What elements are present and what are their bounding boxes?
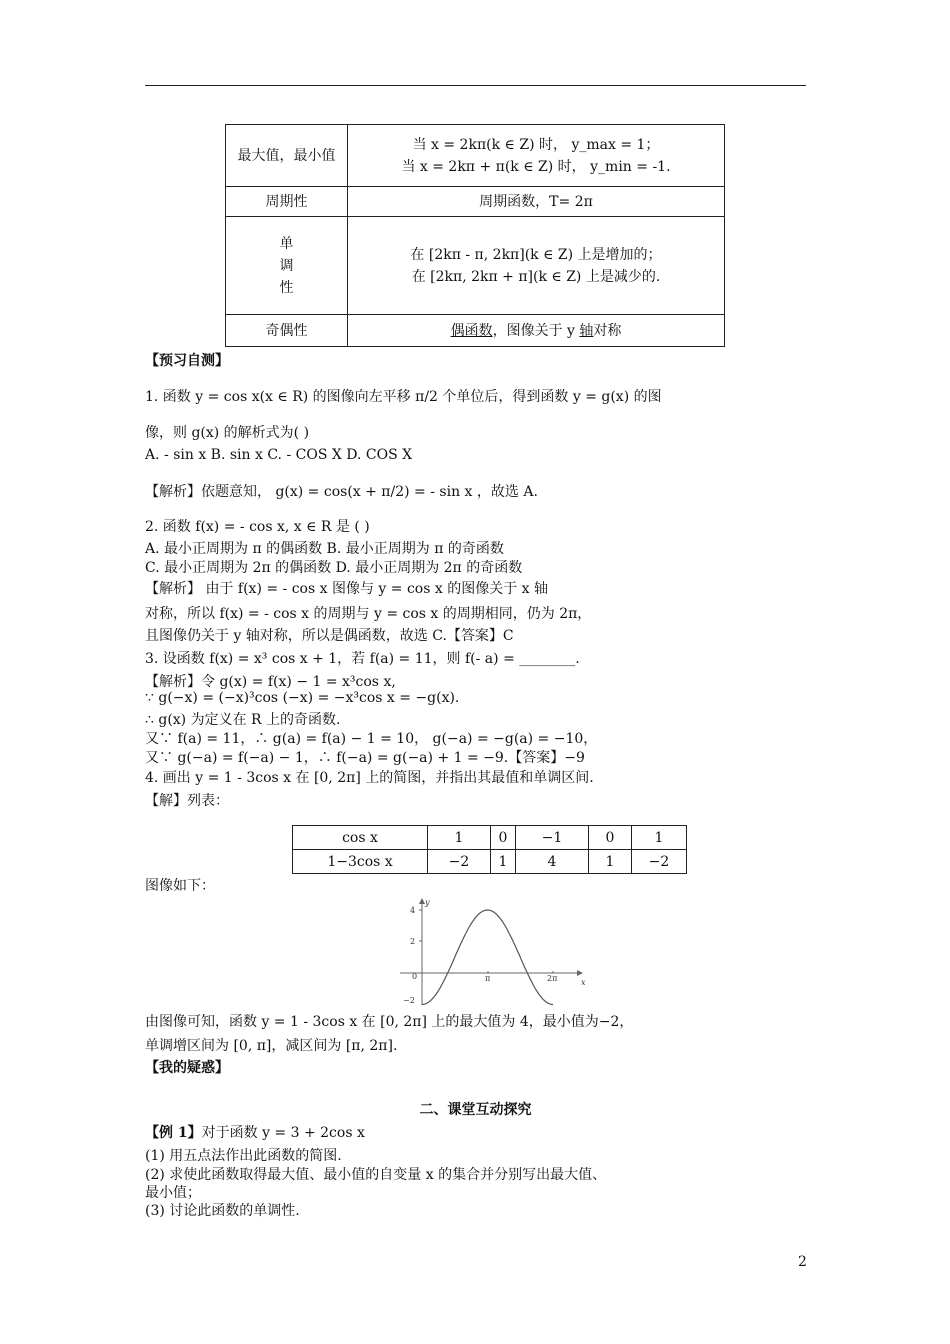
decreasing-line: 在 [2kπ, 2kπ + π](k ∈ Z) 上是减少的. <box>411 268 661 285</box>
table-cell: −1 <box>516 826 589 850</box>
graph-intro: 图像如下： <box>145 878 215 894</box>
table-cell: 1 <box>632 826 687 850</box>
q4-list-label: 【解】列表： <box>145 793 229 809</box>
page-number: 2 <box>798 1254 807 1270</box>
label-period: 周期性 <box>226 187 348 217</box>
header-rule <box>145 85 806 86</box>
example1-part1: (1) 用五点法作出此函数的简图. <box>145 1148 342 1164</box>
q3-analysis-2: ∵ g(−x) = (−x)³cos (−x) = −x³cos x = −g(x). <box>145 690 460 706</box>
q4-conclusion-1: 由图像可知，函数 y = 1 - 3cos x 在 [0, 2π] 上的最大值为 4，最小值为−2， <box>145 1014 634 1030</box>
parity-cell: 偶函数，图像关于 y 轴对称 <box>348 315 725 347</box>
label-extrema: 最大值，最小值 <box>226 125 348 187</box>
curve-y-1-3cosx <box>422 910 553 1005</box>
section-doubt-heading: 【我的疑惑】 <box>145 1060 229 1076</box>
table-cell: 0 <box>589 826 632 850</box>
example1-part3: (3) 讨论此函数的单调性. <box>145 1203 300 1219</box>
x-axis-label: x <box>581 978 586 987</box>
increasing-line: 在 [2kπ - π, 2kπ](k ∈ Z) 上是增加的； <box>410 246 662 263</box>
cosine-properties-table <box>225 124 725 347</box>
section-two-heading: 二、课堂互动探究 <box>419 1102 532 1118</box>
cosine-graph <box>395 893 595 1008</box>
extrema-cell <box>348 125 725 187</box>
example1-title: 【例 1】对于函数 y = 3 + 2cos x <box>145 1125 365 1141</box>
q3-analysis-3: ∴ g(x) 为定义在 R 上的奇函数. <box>145 712 341 728</box>
q4-conclusion-2: 单调增区间为 [0, π]，减区间为 [π, 2π]. <box>145 1038 398 1054</box>
tick-label-2: 2 <box>410 937 416 946</box>
y-axis-label: y <box>425 898 430 907</box>
table-cell: 4 <box>516 850 589 874</box>
table-cell: −2 <box>428 850 491 874</box>
q3-analysis-4: 又∵ f(a) = 11，∴ g(a) = f(a) − 1 = 10， g(−a) = −g(a) = −10， <box>145 731 598 747</box>
x-axis-arrow <box>577 970 583 976</box>
monotonic-cell <box>348 217 725 315</box>
q1-stem-1: 1. 函数 y = cos x(x ∈ R) 的图像向左平移 π/2 个单位后，得到函数 y = g(x) 的图 <box>145 389 662 405</box>
tick-label-neg2: −2 <box>403 996 415 1005</box>
q2-analysis-2: 对称，所以 f(x) = - cos x 的周期与 y = cos x 的周期相同，仍为 2π， <box>145 606 592 622</box>
q2-options-cd: C. 最小正周期为 2π 的偶函数 D. 最小正周期为 2π 的奇函数 <box>145 560 523 576</box>
q1-analysis: 【解析】依题意知， g(x) = cos(x + π/2) = - sin x ，故选 A. <box>145 484 538 500</box>
q3-stem: 3. 设函数 f(x) = x³ cos x + 1，若 f(a) = 11，则 f(- a) = ________. <box>145 651 580 667</box>
table-cell: cos x <box>293 826 428 850</box>
q3-analysis-1: 【解析】令 g(x) = f(x) − 1 = x³cos x, <box>145 674 396 690</box>
min-line: 当 x = 2kπ + π(k ∈ Z) 时， y_min = -1. <box>401 158 671 175</box>
section-preview-heading: 【预习自测】 <box>145 353 229 369</box>
max-line: 当 x = 2kπ(k ∈ Z) 时， y_max = 1； <box>412 136 660 153</box>
period-cell: 周期函数，T= 2π <box>348 187 725 217</box>
values-row-cos <box>293 826 687 850</box>
tick-label-4: 4 <box>410 906 416 915</box>
tick-label-pi: π <box>485 974 491 983</box>
table-cell: 1 <box>428 826 491 850</box>
q4-stem: 4. 画出 y = 1 - 3cos x 在 [0, 2π] 上的简图，并指出其最值和单调区间. <box>145 770 594 786</box>
label-parity: 奇偶性 <box>226 315 348 347</box>
table-cell: −2 <box>632 850 687 874</box>
q1-stem-2: 像，则 g(x) 的解析式为( ) <box>145 425 310 441</box>
table-cell: 1−3cos x <box>293 850 428 874</box>
tick-label-0: 0 <box>412 972 418 981</box>
example1-part2b: 最小值； <box>145 1185 201 1201</box>
q1-options: A. - sin x B. sin x C. - COS X D. COS X <box>145 447 413 463</box>
q2-analysis-3: 且图像仍关于 y 轴对称，所以是偶函数，故选 C.【答案】C <box>145 628 514 644</box>
values-table <box>292 825 687 874</box>
q2-analysis-1: 【解析】 由于 f(x) = - cos x 图像与 y = cos x 的图像关于 x 轴 <box>145 581 548 597</box>
q2-options-ab: A. 最小正周期为 π 的偶函数 B. 最小正周期为 π 的奇函数 <box>145 541 504 557</box>
q3-analysis-5: 又∵ g(−a) = f(−a) − 1，∴ f(−a) = g(−a) + 1 = −9.【答案】−9 <box>145 750 585 766</box>
values-row-y <box>293 850 687 874</box>
q2-stem: 2. 函数 f(x) = - cos x, x ∈ R 是 ( ) <box>145 519 370 535</box>
label-monotonic: 单调性 <box>226 217 348 315</box>
table-cell: 0 <box>491 826 516 850</box>
table-cell: 1 <box>589 850 632 874</box>
tick-label-2pi: 2π <box>547 974 558 983</box>
table-cell: 1 <box>491 850 516 874</box>
example1-part2a: (2) 求使此函数取得最大值、最小值的自变量 x 的集合并分别写出最大值、 <box>145 1167 607 1183</box>
